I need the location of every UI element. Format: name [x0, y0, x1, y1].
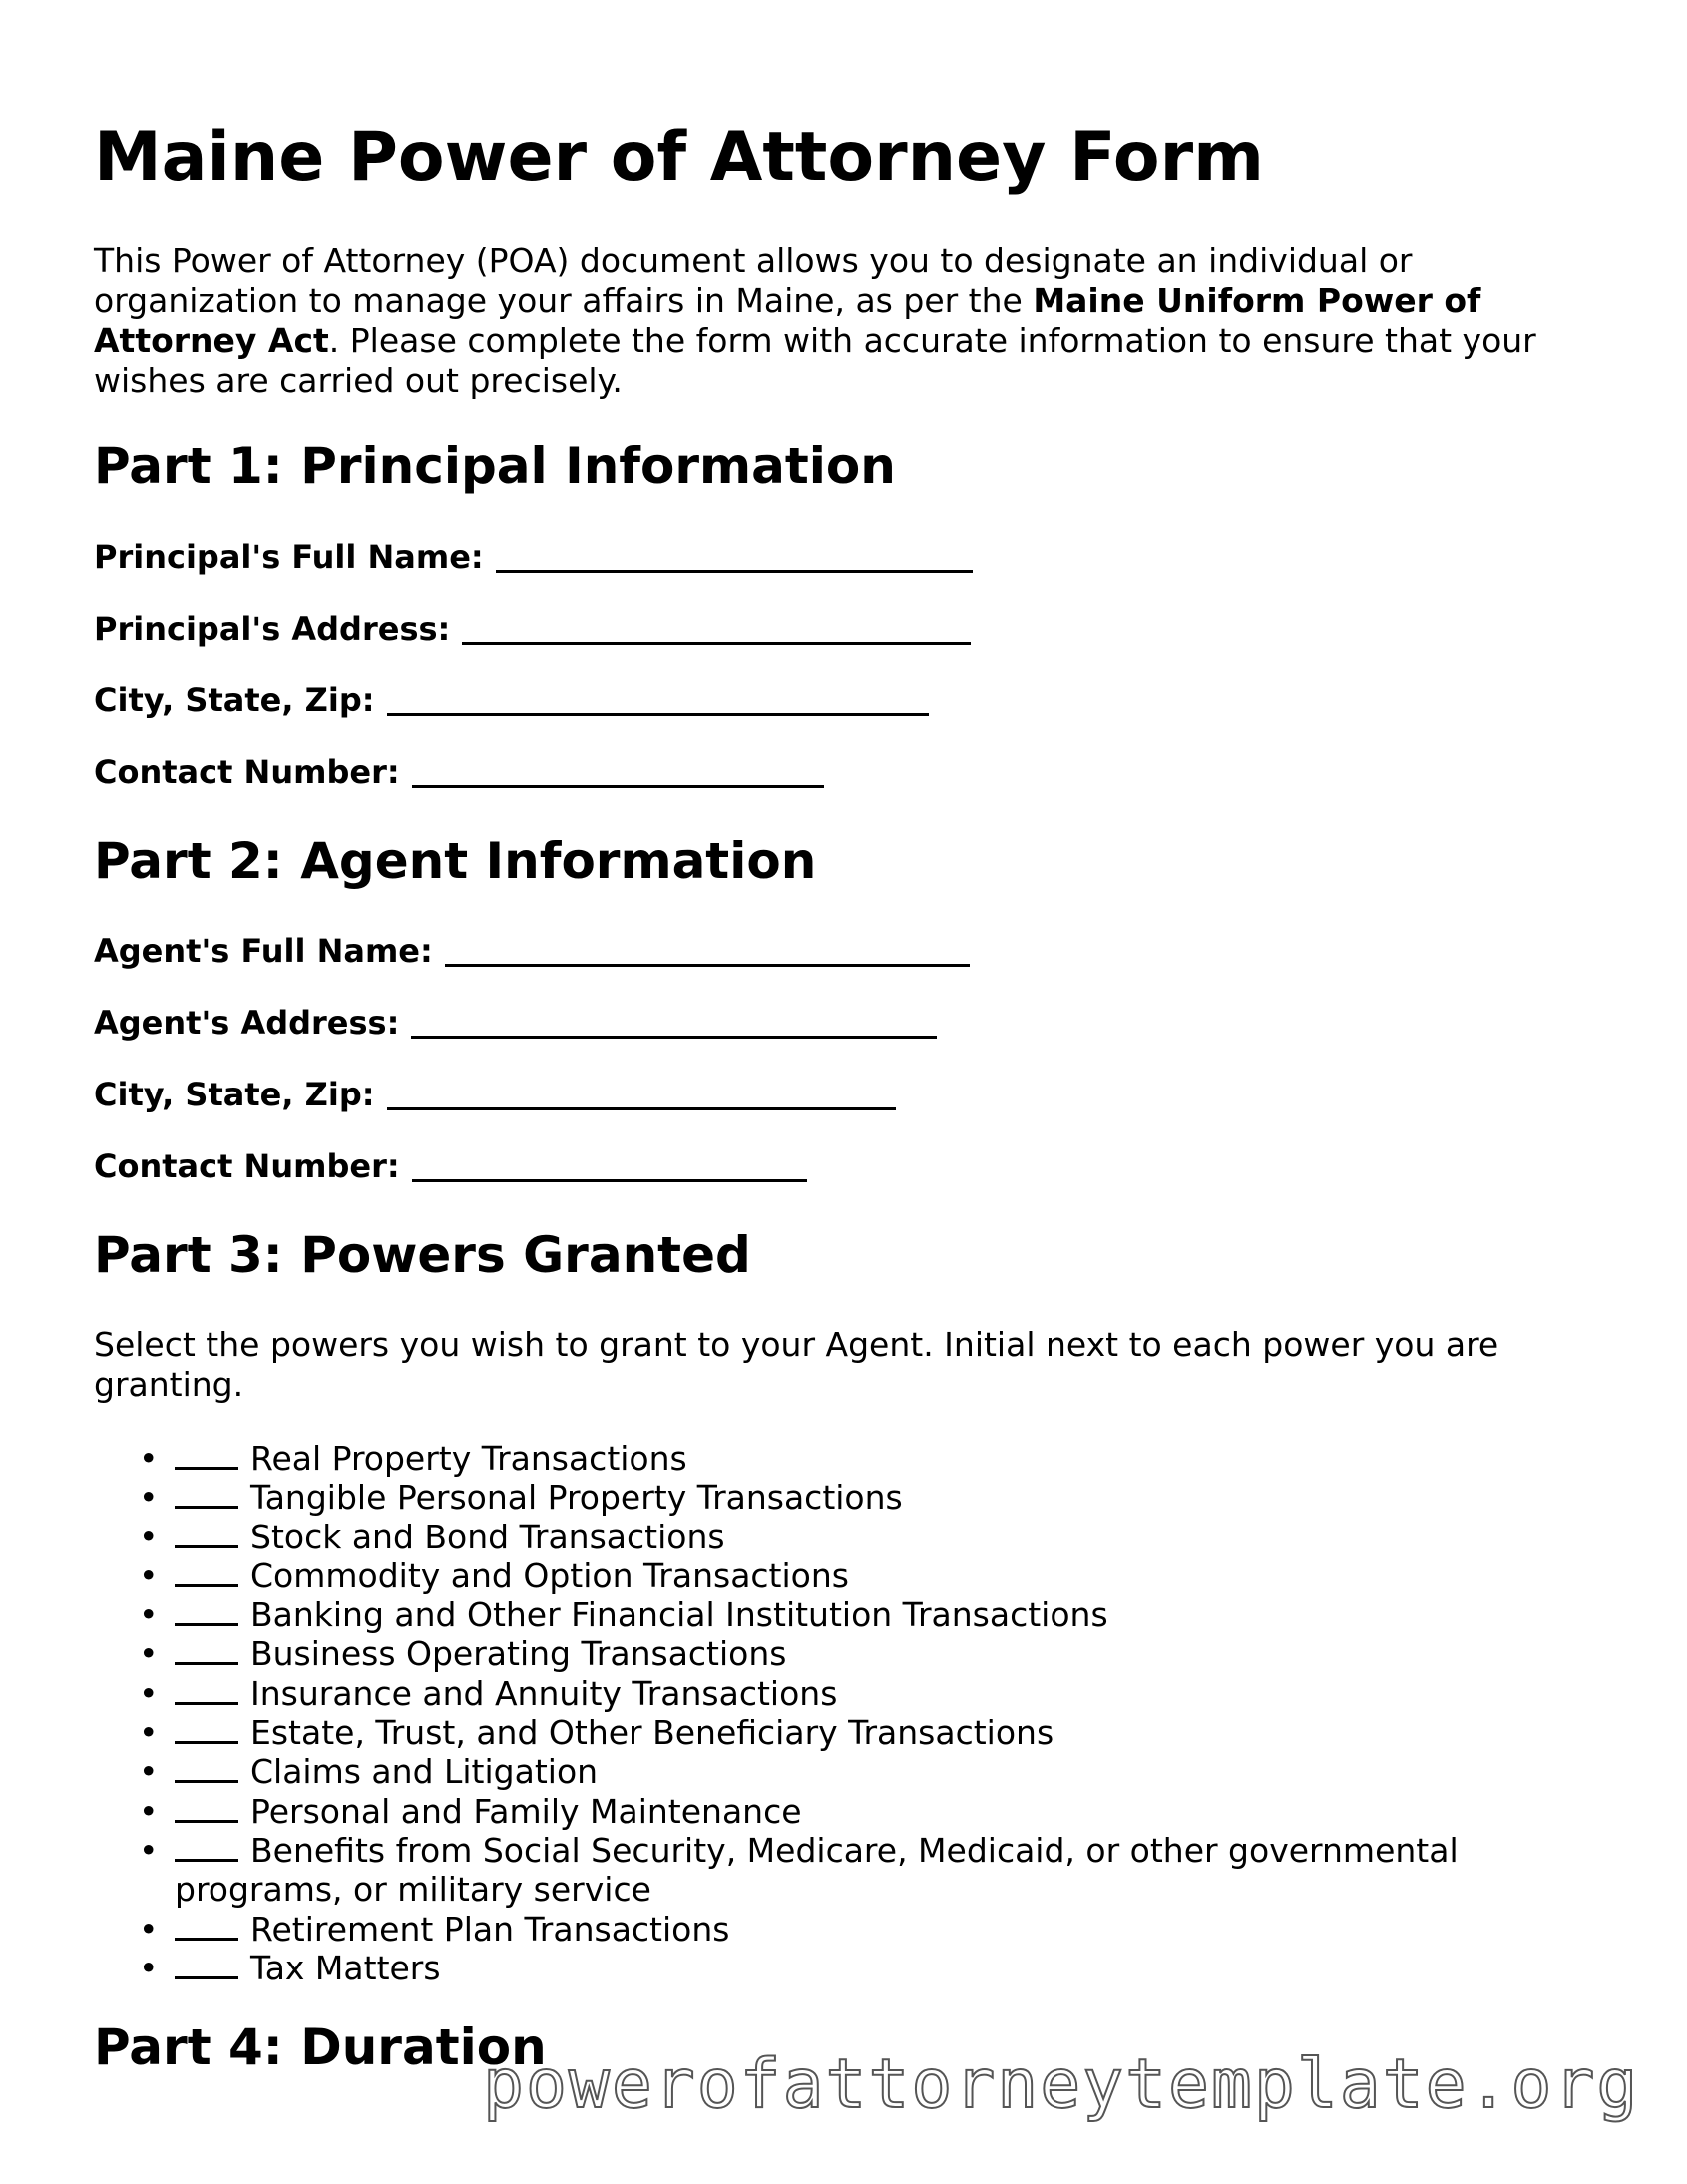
principal-address-blank[interactable] [462, 612, 971, 645]
initial-blank[interactable] [175, 1792, 238, 1823]
power-item [94, 1556, 1610, 1595]
part2-heading: Part 2: Agent Information [94, 832, 817, 890]
agent-address-blank[interactable] [411, 1006, 937, 1039]
power-item [94, 1910, 1610, 1949]
power-label: Claims and Litigation [250, 1752, 599, 1792]
power-item [94, 1831, 1610, 1910]
bullet-icon: • [139, 1439, 159, 1478]
bullet-icon: • [139, 1752, 159, 1792]
power-label: Banking and Other Financial Institution Transactions [250, 1595, 1108, 1635]
bullet-icon: • [139, 1478, 159, 1518]
power-item [94, 1674, 1610, 1713]
power-item [94, 1713, 1610, 1752]
power-label: Personal and Family Maintenance [250, 1791, 802, 1831]
agent-contact-field [94, 1146, 807, 1186]
powers-list [94, 1439, 1610, 1987]
agent-contact-blank[interactable] [412, 1149, 807, 1182]
principal-contact-blank[interactable] [412, 755, 824, 788]
bullet-icon: • [139, 1909, 159, 1949]
initial-blank[interactable] [175, 1831, 238, 1862]
initial-blank[interactable] [175, 1949, 238, 1979]
part1-heading: Part 1: Principal Information [94, 437, 896, 495]
agent-city-state-zip-blank[interactable] [387, 1078, 896, 1110]
power-label: Business Operating Transactions [250, 1634, 787, 1674]
intro-text-after: . Please complete the form with accurate information to ensure that your wishes are carried out precisely. [94, 321, 1536, 400]
initial-blank[interactable] [175, 1634, 238, 1665]
principal-contact-field [94, 752, 824, 792]
bullet-icon: • [139, 1713, 159, 1753]
bullet-icon: • [139, 1555, 159, 1595]
principal-city-state-zip-blank[interactable] [387, 683, 929, 716]
power-item [94, 1439, 1610, 1478]
power-item [94, 1949, 1610, 1987]
initial-blank[interactable] [175, 1478, 238, 1509]
principal-contact-label: Contact Number: [94, 753, 400, 791]
part4-heading: Part 4: Duration [94, 2018, 547, 2076]
power-item [94, 1595, 1610, 1634]
bullet-icon: • [139, 1517, 159, 1556]
principal-city-state-zip-field [94, 680, 929, 720]
initial-blank[interactable] [175, 1439, 238, 1470]
intro-text-before: This Power of Attorney (POA) document allows you to designate an individual or organization to manage your affairs in Maine, as per the [94, 241, 1413, 320]
page-title: Maine Power of Attorney Form [94, 118, 1264, 197]
agent-name-label: Agent's Full Name: [94, 932, 433, 970]
power-item [94, 1478, 1610, 1517]
agent-city-state-zip-field [94, 1075, 896, 1114]
power-item [94, 1518, 1610, 1556]
principal-name-field [94, 537, 973, 577]
bullet-icon: • [139, 1634, 159, 1674]
power-label: Insurance and Annuity Transactions [250, 1673, 838, 1713]
power-label: Tangible Personal Property Transactions [250, 1478, 903, 1518]
agent-name-field [94, 931, 970, 971]
initial-blank[interactable] [175, 1595, 238, 1626]
initial-blank[interactable] [175, 1556, 238, 1587]
principal-city-state-zip-label: City, State, Zip: [94, 681, 375, 719]
initial-blank[interactable] [175, 1752, 238, 1783]
agent-city-state-zip-label: City, State, Zip: [94, 1076, 375, 1113]
agent-contact-label: Contact Number: [94, 1147, 400, 1185]
bullet-icon: • [139, 1791, 159, 1831]
initial-blank[interactable] [175, 1910, 238, 1941]
power-label: Commodity and Option Transactions [250, 1555, 849, 1595]
power-label: Real Property Transactions [250, 1439, 687, 1478]
bullet-icon: • [139, 1830, 159, 1870]
part3-heading: Part 3: Powers Granted [94, 1226, 751, 1284]
power-item [94, 1792, 1610, 1831]
agent-name-blank[interactable] [445, 934, 970, 967]
principal-name-label: Principal's Full Name: [94, 538, 484, 576]
principal-address-label: Principal's Address: [94, 610, 451, 648]
agent-address-field [94, 1003, 937, 1043]
power-item [94, 1634, 1610, 1673]
power-label: Tax Matters [250, 1948, 441, 1987]
principal-name-blank[interactable] [496, 540, 973, 573]
power-item [94, 1752, 1610, 1791]
bullet-icon: • [139, 1673, 159, 1713]
initial-blank[interactable] [175, 1713, 238, 1744]
intro-act-name: Maine Uniform Power of Attorney Act [94, 281, 1481, 360]
power-label: Retirement Plan Transactions [250, 1909, 730, 1949]
initial-blank[interactable] [175, 1518, 238, 1548]
initial-blank[interactable] [175, 1674, 238, 1705]
power-label: Benefits from Social Security, Medicare, Medicaid, or other governmental programs, or military service [175, 1830, 1459, 1910]
power-label: Stock and Bond Transactions [250, 1517, 725, 1556]
power-label: Estate, Trust, and Other Beneficiary Transactions [250, 1713, 1054, 1753]
agent-address-label: Agent's Address: [94, 1004, 400, 1042]
intro-paragraph [94, 241, 1600, 401]
principal-address-field [94, 609, 971, 649]
bullet-icon: • [139, 1595, 159, 1635]
part3-instruction: Select the powers you wish to grant to your Agent. Initial next to each power you are granting. [94, 1325, 1499, 1404]
bullet-icon: • [139, 1948, 159, 1987]
site-watermark: powerofattorneytemplate.org [483, 2045, 1640, 2124]
